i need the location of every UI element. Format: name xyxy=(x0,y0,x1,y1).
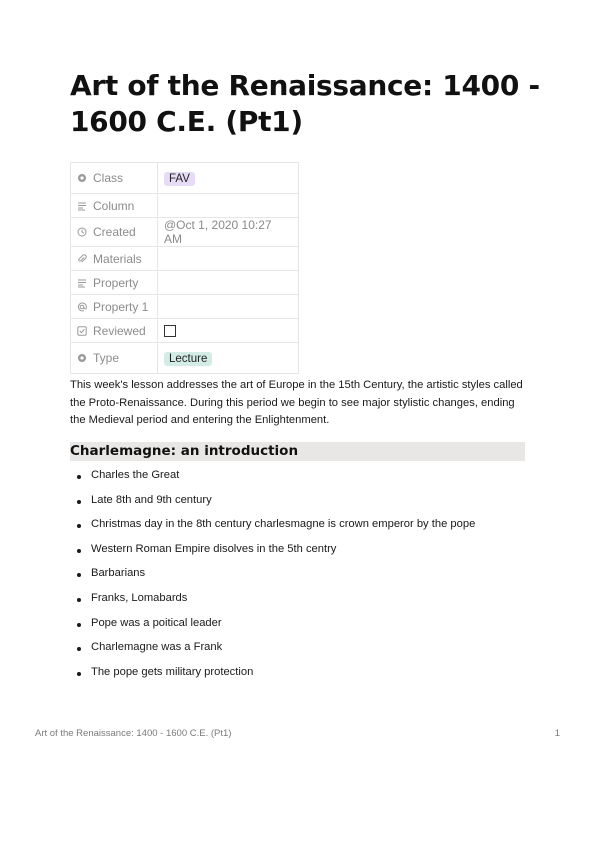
list-item-text: Charles the Great xyxy=(91,469,180,481)
list-item-text: Franks, Lomabards xyxy=(91,591,188,604)
property-key: Type xyxy=(93,351,120,365)
bullet-icon xyxy=(77,623,81,627)
list-item xyxy=(70,660,540,685)
created-value: @Oct 1, 2020 10:27 AM xyxy=(158,218,299,247)
page-title: Art of the Renaissance: 1400 - 1600 C.E. (Pt1) xyxy=(70,69,540,138)
property-value[interactable] xyxy=(158,247,299,271)
bullet-icon xyxy=(77,672,81,676)
bullet-icon xyxy=(77,647,81,651)
circle-dot-icon xyxy=(77,353,87,363)
reviewed-checkbox[interactable] xyxy=(164,325,176,337)
list-item xyxy=(70,586,540,611)
property-key: Reviewed xyxy=(93,323,146,338)
bullet-icon xyxy=(77,500,81,504)
list-item xyxy=(70,488,540,513)
property-value[interactable] xyxy=(158,194,299,218)
section-heading: Charlemagne: an introduction xyxy=(70,442,525,461)
property-row-column xyxy=(71,194,299,218)
bullet-icon xyxy=(77,549,81,553)
bullet-icon xyxy=(77,598,81,602)
property-key: Column xyxy=(93,198,135,213)
list-item xyxy=(70,561,540,586)
clock-icon xyxy=(77,227,87,237)
text-lines-icon xyxy=(77,278,87,288)
page-number: 1 xyxy=(554,728,560,739)
text-lines-icon xyxy=(77,201,87,211)
property-key: Property 1 xyxy=(93,299,149,314)
list-item xyxy=(70,611,540,636)
at-sign-icon xyxy=(77,302,87,312)
bullet-icon xyxy=(77,573,81,577)
list-item xyxy=(70,635,540,660)
property-row-property-1 xyxy=(71,295,299,319)
bullet-icon xyxy=(77,475,81,479)
list-item xyxy=(70,512,540,537)
list-item-text: Barbarians xyxy=(91,567,146,580)
footer-title: Art of the Renaissance: 1400 - 1600 C.E. (Pt1) xyxy=(35,728,232,739)
list-item xyxy=(70,537,540,562)
list-item-text: Charlemagne was a Frank xyxy=(91,641,223,654)
type-tag[interactable]: Lecture xyxy=(164,352,212,366)
property-value[interactable] xyxy=(158,295,299,319)
property-row-materials xyxy=(71,247,299,271)
bullet-icon xyxy=(77,524,81,528)
intro-paragraph: This week's lesson addresses the art of Europe in the 15th Century, the artistic styles called the Proto-Renaissance. During this period we begin to see major stylistic changes, ending the Medieval period and entering the Enlightenment. xyxy=(70,379,523,426)
class-tag[interactable]: FAV xyxy=(164,172,195,186)
property-row-property xyxy=(71,271,299,295)
paperclip-icon xyxy=(77,254,87,264)
list-item-text: The pope gets military protection xyxy=(91,665,254,678)
list-item-text: Christmas day in the 8th century charlesmagne is crown emperor by the pope xyxy=(91,518,476,531)
property-key: Created xyxy=(93,225,136,239)
property-row-created xyxy=(71,218,299,247)
list-item-text: Late 8th and 9th century xyxy=(91,493,212,506)
property-row-class xyxy=(71,163,299,194)
property-key: Class xyxy=(93,171,124,185)
list-item-text: Western Roman Empire disolves in the 5th centry xyxy=(91,542,337,555)
bullet-list xyxy=(70,463,540,684)
property-row-type xyxy=(71,343,299,374)
property-row-reviewed xyxy=(71,319,299,343)
list-item xyxy=(70,463,540,488)
property-value[interactable] xyxy=(158,271,299,295)
property-key: Property xyxy=(93,275,139,290)
checkbox-icon xyxy=(77,326,87,336)
circle-dot-icon xyxy=(77,173,87,183)
properties-table xyxy=(70,162,299,374)
property-key: Materials xyxy=(93,251,142,266)
list-item-text: Pope was a poitical leader xyxy=(91,616,222,629)
